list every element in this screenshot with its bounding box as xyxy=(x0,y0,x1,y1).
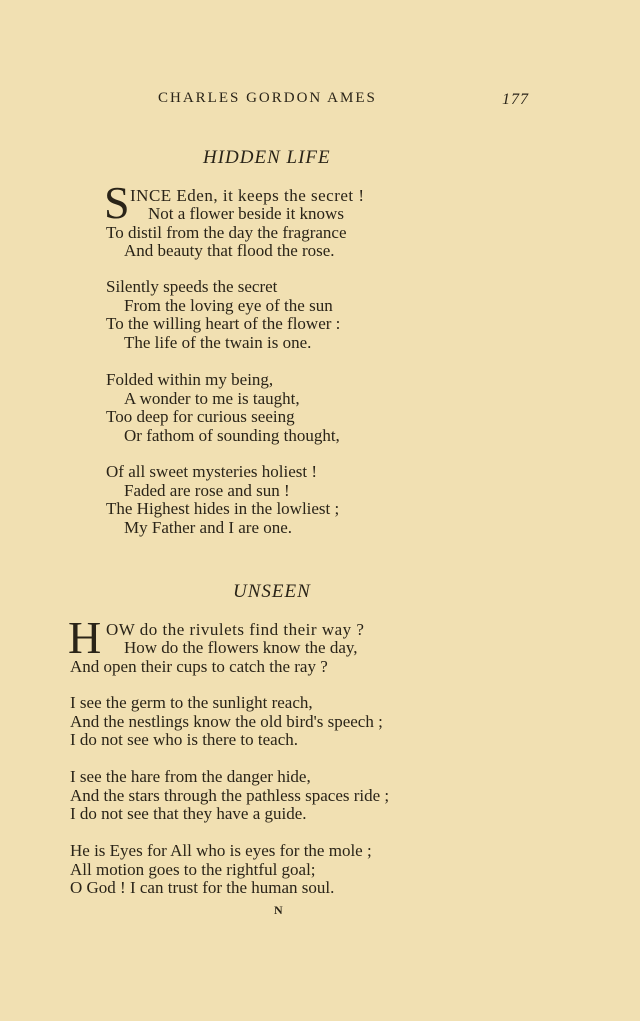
poem-line: Too deep for curious seeing xyxy=(106,407,295,427)
poem2-stanza-2 xyxy=(70,694,383,750)
poem-line: To the willing heart of the flower : xyxy=(106,314,341,334)
poem2-opening-line xyxy=(106,621,364,640)
poem-line: I do not see who is there to teach. xyxy=(70,730,299,750)
poem-title-unseen: UNSEEN xyxy=(233,581,311,602)
poem-line: The Highest hides in the lowliest ; xyxy=(106,499,340,519)
poem-title-hidden-life: HIDDEN LIFE xyxy=(203,147,331,168)
poem-line: My Father and I are one. xyxy=(124,517,293,537)
poem-line: Faded are rose and sun ! xyxy=(124,480,290,500)
poem-line: He is Eyes for All who is eyes for the mole ; xyxy=(70,841,372,860)
poem-line: OW do the rivulets find their way ? xyxy=(106,620,365,639)
dropcap-s: S xyxy=(104,177,130,228)
poem1-stanza-1 xyxy=(106,205,347,261)
poem-line: From the loving eye of the sun xyxy=(124,295,333,315)
page-number: 177 xyxy=(502,91,529,108)
poem-line: INCE Eden, it keeps the secret ! xyxy=(130,186,365,205)
poem-line: Folded within my being, xyxy=(106,370,274,389)
poem-line: O God ! I can trust for the human soul. xyxy=(70,878,335,898)
poem-line: And the stars through the pathless spaces ride ; xyxy=(70,785,390,805)
poem1-stanza-3 xyxy=(106,371,340,445)
poem-line: And the nestlings know the old bird's speech ; xyxy=(70,711,383,731)
poem-line: All motion goes to the rightful goal; xyxy=(70,859,316,879)
poem2-stanza-4 xyxy=(70,842,372,898)
running-head xyxy=(0,90,640,110)
poem-line: I see the germ to the sunlight reach, xyxy=(70,693,313,712)
poem-line: And open their cups to catch the ray ? xyxy=(70,656,328,676)
poem1-stanza-2 xyxy=(106,278,340,352)
running-head-author: CHARLES GORDON AMES xyxy=(158,90,377,106)
poem-line: Or fathom of sounding thought, xyxy=(124,425,340,445)
poem-line: Silently speeds the secret xyxy=(106,277,278,296)
poem-line: To distil from the day the fragrance xyxy=(106,222,347,242)
poem1-stanza-4 xyxy=(106,463,339,537)
dropcap-h: H xyxy=(68,612,102,663)
poem-line: And beauty that flood the rose. xyxy=(124,241,335,261)
signature-mark: N xyxy=(274,903,283,917)
poem-line: Of all sweet mysteries holiest ! xyxy=(106,462,318,481)
poem-line: A wonder to me is taught, xyxy=(124,388,300,408)
poem-line: The life of the twain is one. xyxy=(124,332,312,352)
poem2-stanza-1 xyxy=(70,639,358,676)
poem2-stanza-3 xyxy=(70,768,389,824)
poem1-opening-line xyxy=(130,187,365,206)
poem-line: I see the hare from the danger hide, xyxy=(70,767,311,786)
poem-line: I do not see that they have a guide. xyxy=(70,804,307,824)
poem-line: How do the flowers know the day, xyxy=(124,638,358,657)
poem-line: Not a flower beside it knows xyxy=(148,204,344,223)
